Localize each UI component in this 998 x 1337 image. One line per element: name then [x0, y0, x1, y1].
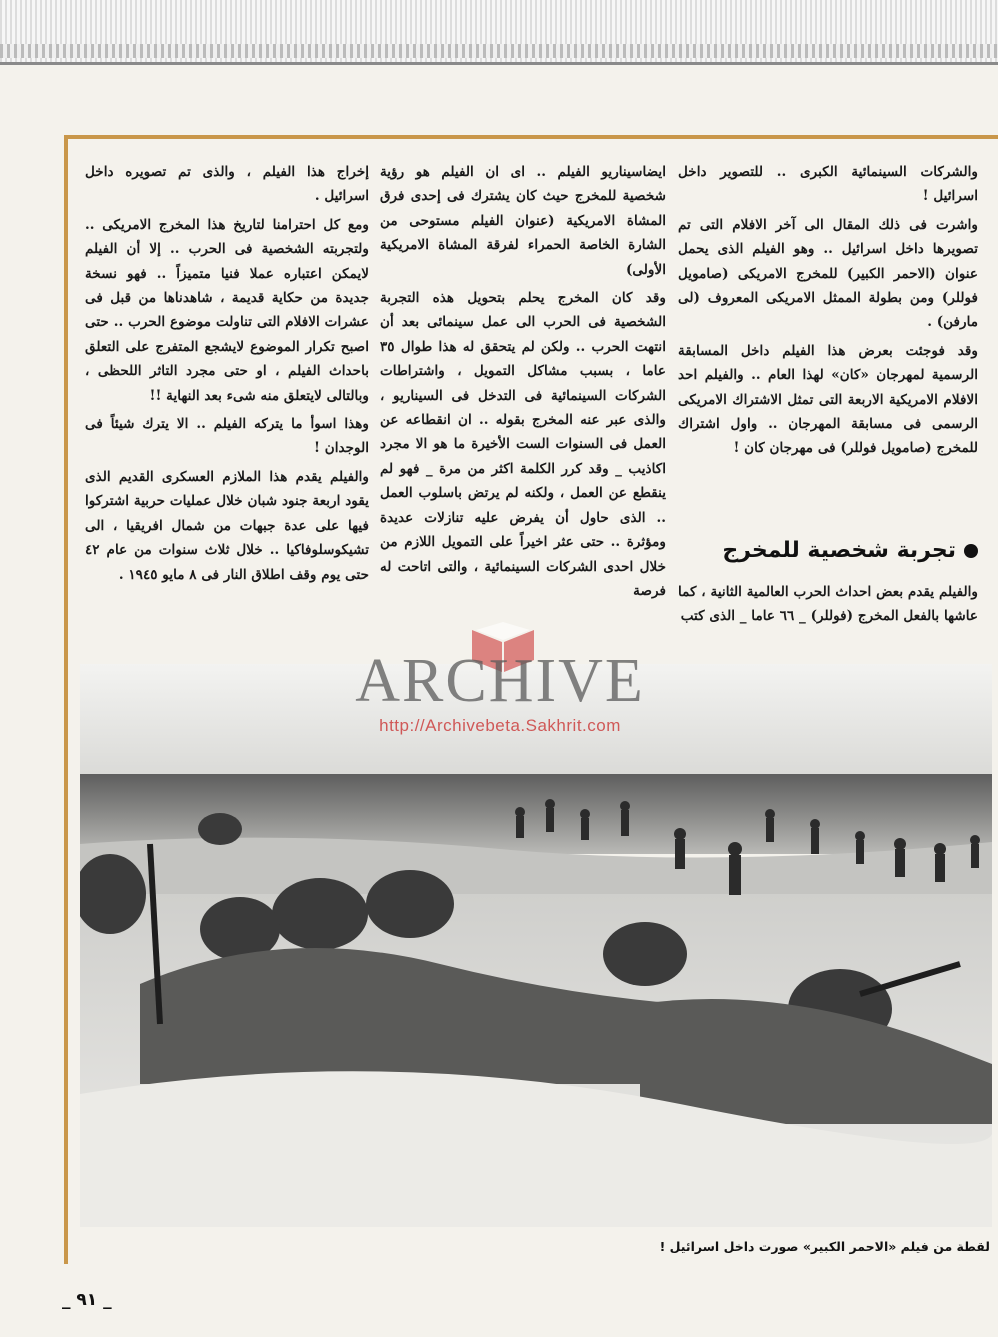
article-column-left [85, 160, 369, 591]
bullet-icon [964, 544, 978, 558]
subheading-text: تجربة شخصية للمخرج [722, 538, 956, 563]
paragraph: والشركات السينمائية الكبرى .. للتصوير داخل اسرائيل ! [678, 164, 978, 205]
watermark-url: http://Archivebeta.Sakhrit.com [379, 716, 621, 735]
article-column-right [678, 160, 978, 465]
paragraph: ومع كل احترامنا لتاريخ هذا المخرج الامريكى .. ولتجربته الشخصية فى الحرب .. إلا أن الفيلم لايمكن اعتباره عملا فنيا متميزاً .. فهو نسخة جديدة من حكاية قديمة ، شاهدناها من قبل فى عشرات الافلام التى تناولت موضوع الحرب .. حتى اصبح تكرار الموضوع لايشجع المتفرج على التعلق باحداث الفيلم ، او حتى مجرد التاثر اللحظى ، وبالتالى لايتعلق منه شىء بعد النهاية !! [85, 216, 369, 404]
article-column-middle [380, 160, 666, 607]
watermark-title: ARCHIVE [355, 647, 645, 715]
top-border-stripe [0, 44, 998, 58]
top-border-band [0, 0, 998, 65]
paragraph: ايضاسيناريو الفيلم .. اى ان الفيلم هو رؤية شخصية للمخرج حيث كان يشترك فى إحدى فرق المشاة الامريكية (عنوان الفيلم مستوحى من الشارة الخاصة الحمراء لفرقة المشاة الامريكية الأولى) [380, 164, 666, 278]
paragraph: إخراج هذا الفيلم ، والذى تم تصويره داخل اسرائيل . [85, 164, 369, 205]
paragraph: والفيلم يقدم بعض احداث الحرب العالمية الثانية ، كما عاشها بالفعل المخرج (فوللر) _ ٦٦ عاما _ الذى كتب [678, 584, 978, 625]
paragraph: وهذا اسوأ ما يتركه الفيلم .. الا يترك شيئاً فى الوجدان ! [85, 416, 369, 457]
page-number: _ ٩١ _ [62, 1290, 112, 1310]
section-subheading [678, 538, 978, 563]
paragraph: وقد فوجئت بعرض هذا الفيلم داخل المسابقة الرسمية لمهرجان «كان» لهذا العام .. والفيلم احد الافلام الامريكية الاربعة التى تمثل الاشتراك الامريكى الرسمى فى مسابقة المهرجان .. واول اشتراك للمخرج (صامويل فوللر) فى مهرجان كان ! [678, 342, 978, 457]
archive-logo-mark [468, 620, 538, 674]
paragraph: وقد كان المخرج يحلم بتحويل هذه التجربة الشخصية فى الحرب الى عمل سينمائى بعد أن انتهت الحرب .. ولكن لم يتحقق له هذا طوال ٣٥ عاما ، بسبب مشاكل التمويل ، واشتراطات الشركات السينمائية فى التدخل فى السيناريو ، والذى عبر عنه المخرج بقوله .. ان انقطاعه عن العمل فى السنوات الست الأخيرة ما هو الا مجرد اكاذيب _ وقد كرر الكلمة اكثر من مرة _ فهو لم ينقطع عن العمل ، ولكنه لم يرتض باسلوب العمل .. الذى حاول أن يفرض عليه تنازلات عديدة ومؤثرة .. حتى عثر اخيراً على التمويل اللازم من خلال احدى الشركات السينمائية ، والتى اتاحت له فرصة [380, 290, 666, 599]
photo-caption: لقطة من فيلم «الاحمر الكبير» صورت داخل اسرائيل ! [659, 1239, 990, 1254]
film-still-photo [80, 664, 992, 1227]
paragraph: والفيلم يقدم هذا الملازم العسكرى القديم الذى يقود اربعة جنود شبان خلال عمليات حربية اشتركوا فيها على عدة جبهات من شمال افريقيا ، الى تشيكوسلوفاكيا .. خلال ثلاث سنوات من عام ٤٢ حتى يوم وقف اطلاق النار فى ٨ مايو ١٩٤٥ . [85, 468, 369, 583]
paragraph: واشرت فى ذلك المقال الى آخر الافلام التى تم تصويرها داخل اسرائيل .. وهو الفيلم الذى يحمل عنوان (الاحمر الكبير) للمخرج الامريكى (صامويل فوللر) ومن بطولة الممثل الامريكى المعروف (لى مارفن) . [678, 216, 978, 331]
article-column-right-lower [678, 580, 978, 633]
